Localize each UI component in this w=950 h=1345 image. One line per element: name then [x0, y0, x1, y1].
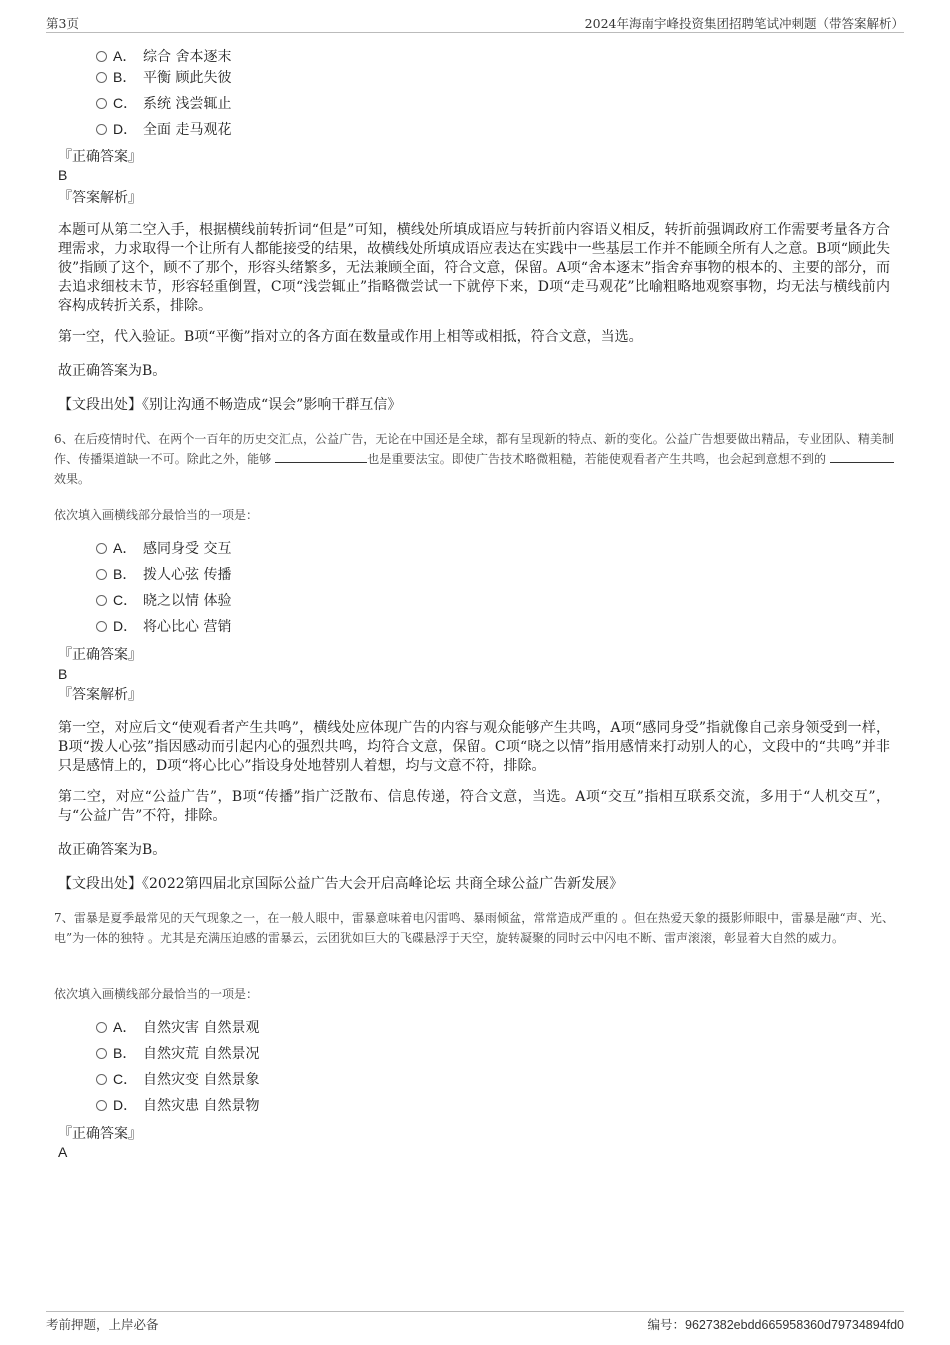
- q6-answer: B: [58, 666, 68, 682]
- q6-source: 【文段出处】《2022第四届北京国际公益广告大会开启高峰论坛 共商全球公益广告新发展》: [58, 876, 624, 892]
- document-code: 编号：9627382ebdd665958360d79734894fd0: [647, 1317, 904, 1332]
- q6-analysis-paragraph: 第二空，对应“公益广告”，B项“传播”指广泛散布、信息传递，符合文意，当选。A项“交互”指相互联系交流，多用于“人机交互”，与“公益广告”不符，排除。: [58, 789, 890, 824]
- radio-icon[interactable]: [96, 595, 107, 606]
- page-footer: [46, 1311, 904, 1332]
- q6-analysis-label: 『答案解析』: [58, 687, 142, 703]
- blank-line: [275, 450, 367, 463]
- q5-analysis-label: 『答案解析』: [58, 190, 142, 206]
- q5-answer: B: [58, 167, 68, 183]
- q6-prompt: 依次填入画横线部分最恰当的一项是：: [54, 508, 259, 522]
- radio-icon[interactable]: [96, 1074, 107, 1085]
- q7-option-d[interactable]: D． 自然灾患 自然景物: [96, 1094, 259, 1116]
- q5-answer-label: 『正确答案』: [58, 149, 142, 165]
- radio-icon[interactable]: [96, 98, 107, 109]
- q5-option-b[interactable]: B． 平衡 顾此失彼: [96, 66, 231, 88]
- q7-stem: 7、雷暴是夏季最常见的天气现象之一，在一般人眼中，雷暴意味着电闪雷鸣、暴雨倾盆，常常造成严重的 。但在热爱天象的摄影师眼中，雷暴是融“声、光、电”为一体的独特 。尤其是充满压迫感的雷暴云，云团犹如巨大的飞碟悬浮于天空，旋转凝聚的同时云中闪电不断、雷声滚滚，彰显着大自然的威力。: [54, 911, 894, 945]
- q5-option-a[interactable]: A． 综合 舍本逐末: [96, 45, 231, 67]
- radio-icon[interactable]: [96, 51, 107, 62]
- q5-analysis-conclusion: 故正确答案为B。: [58, 363, 167, 379]
- q6-stem: 6、在后疫情时代、在两个一百年的历史交汇点，公益广告，无论在中国还是全球，都有呈现新的特点、新的变化。公益广告想要做出精品，专业团队、精美制作、传播渠道缺一不可。除此之外，能够 也是重要法宝。即使广告技术略微粗糙，若能使观看者产生共鸣，也会起到意想不到的 效果。: [54, 432, 894, 486]
- radio-icon[interactable]: [96, 621, 107, 632]
- q6-answer-label: 『正确答案』: [58, 647, 142, 663]
- q6-analysis-conclusion: 故正确答案为B。: [58, 842, 167, 858]
- radio-icon[interactable]: [96, 543, 107, 554]
- q6-option-b[interactable]: B． 拨人心弦 传播: [96, 563, 231, 585]
- radio-icon[interactable]: [96, 1048, 107, 1059]
- q7-prompt: 依次填入画横线部分最恰当的一项是：: [54, 987, 259, 1001]
- footer-slogan: 考前押题，上岸必备: [46, 1317, 159, 1332]
- radio-icon[interactable]: [96, 1100, 107, 1111]
- q6-option-a[interactable]: A． 感同身受 交互: [96, 537, 231, 559]
- q5-analysis-paragraph: 本题可从第二空入手，根据横线前转折词“但是”可知，横线处所填成语应与转折前内容语义相反，转折前强调政府工作需要考量各方合理需求，力求取得一个让所有人都能接受的结果，故横线处所填成语应表达在实践中一些基层工作并不能顾全所有人之意。B项“顾此失彼”指顾了这个，顾不了那个，形容头绪繁多，无法兼顾全面，符合文意，保留。A项“舍本逐末”指舍弃事物的根本的、主要的部分，而去追求细枝末节，形容轻重倒置，C项“浅尝辄止”指略微尝试一下就停下来，D项“走马观花”比喻粗略地观察事物，均无法与横线前内容构成转折关系，排除。: [58, 222, 890, 314]
- q6-analysis-paragraph: 第一空，对应后文“使观看者产生共鸣”，横线处应体现广告的内容与观众能够产生共鸣，A项“感同身受”指就像自己亲身领受到一样，B项“拨人心弦”指因感动而引起内心的强烈共鸣，均符合文意，保留。C项“晓之以情”指用感情来打动别人的心，文段中的“共鸣”并非只是感情上的，D项“将心比心”指设身处地替别人着想，均与文意不符，排除。: [58, 720, 890, 774]
- radio-icon[interactable]: [96, 569, 107, 580]
- q7-answer: A: [58, 1144, 68, 1160]
- q5-option-d[interactable]: D． 全面 走马观花: [96, 118, 231, 140]
- q7-option-b[interactable]: B． 自然灾荒 自然景况: [96, 1042, 259, 1064]
- q7-option-a[interactable]: A． 自然灾害 自然景观: [96, 1016, 259, 1038]
- q5-source: 【文段出处】《别让沟通不畅造成“误会”影响干群互信》: [58, 397, 402, 413]
- page-number: 第3页: [46, 16, 79, 31]
- q5-option-c[interactable]: C． 系统 浅尝辄止: [96, 92, 231, 114]
- page-header: [46, 14, 904, 33]
- q7-option-c[interactable]: C． 自然灾变 自然景象: [96, 1068, 259, 1090]
- blank-line: [830, 450, 894, 463]
- document-title: 2024年海南宇峰投资集团招聘笔试冲刺题（带答案解析）: [584, 16, 904, 31]
- q5-analysis-paragraph: 第一空，代入验证。B项“平衡”指对立的各方面在数量或作用上相等或相抵，符合文意，当选。: [58, 329, 643, 345]
- radio-icon[interactable]: [96, 72, 107, 83]
- q7-answer-label: 『正确答案』: [58, 1126, 142, 1142]
- q6-option-d[interactable]: D． 将心比心 营销: [96, 615, 231, 637]
- q6-option-c[interactable]: C． 晓之以情 体验: [96, 589, 231, 611]
- radio-icon[interactable]: [96, 124, 107, 135]
- radio-icon[interactable]: [96, 1022, 107, 1033]
